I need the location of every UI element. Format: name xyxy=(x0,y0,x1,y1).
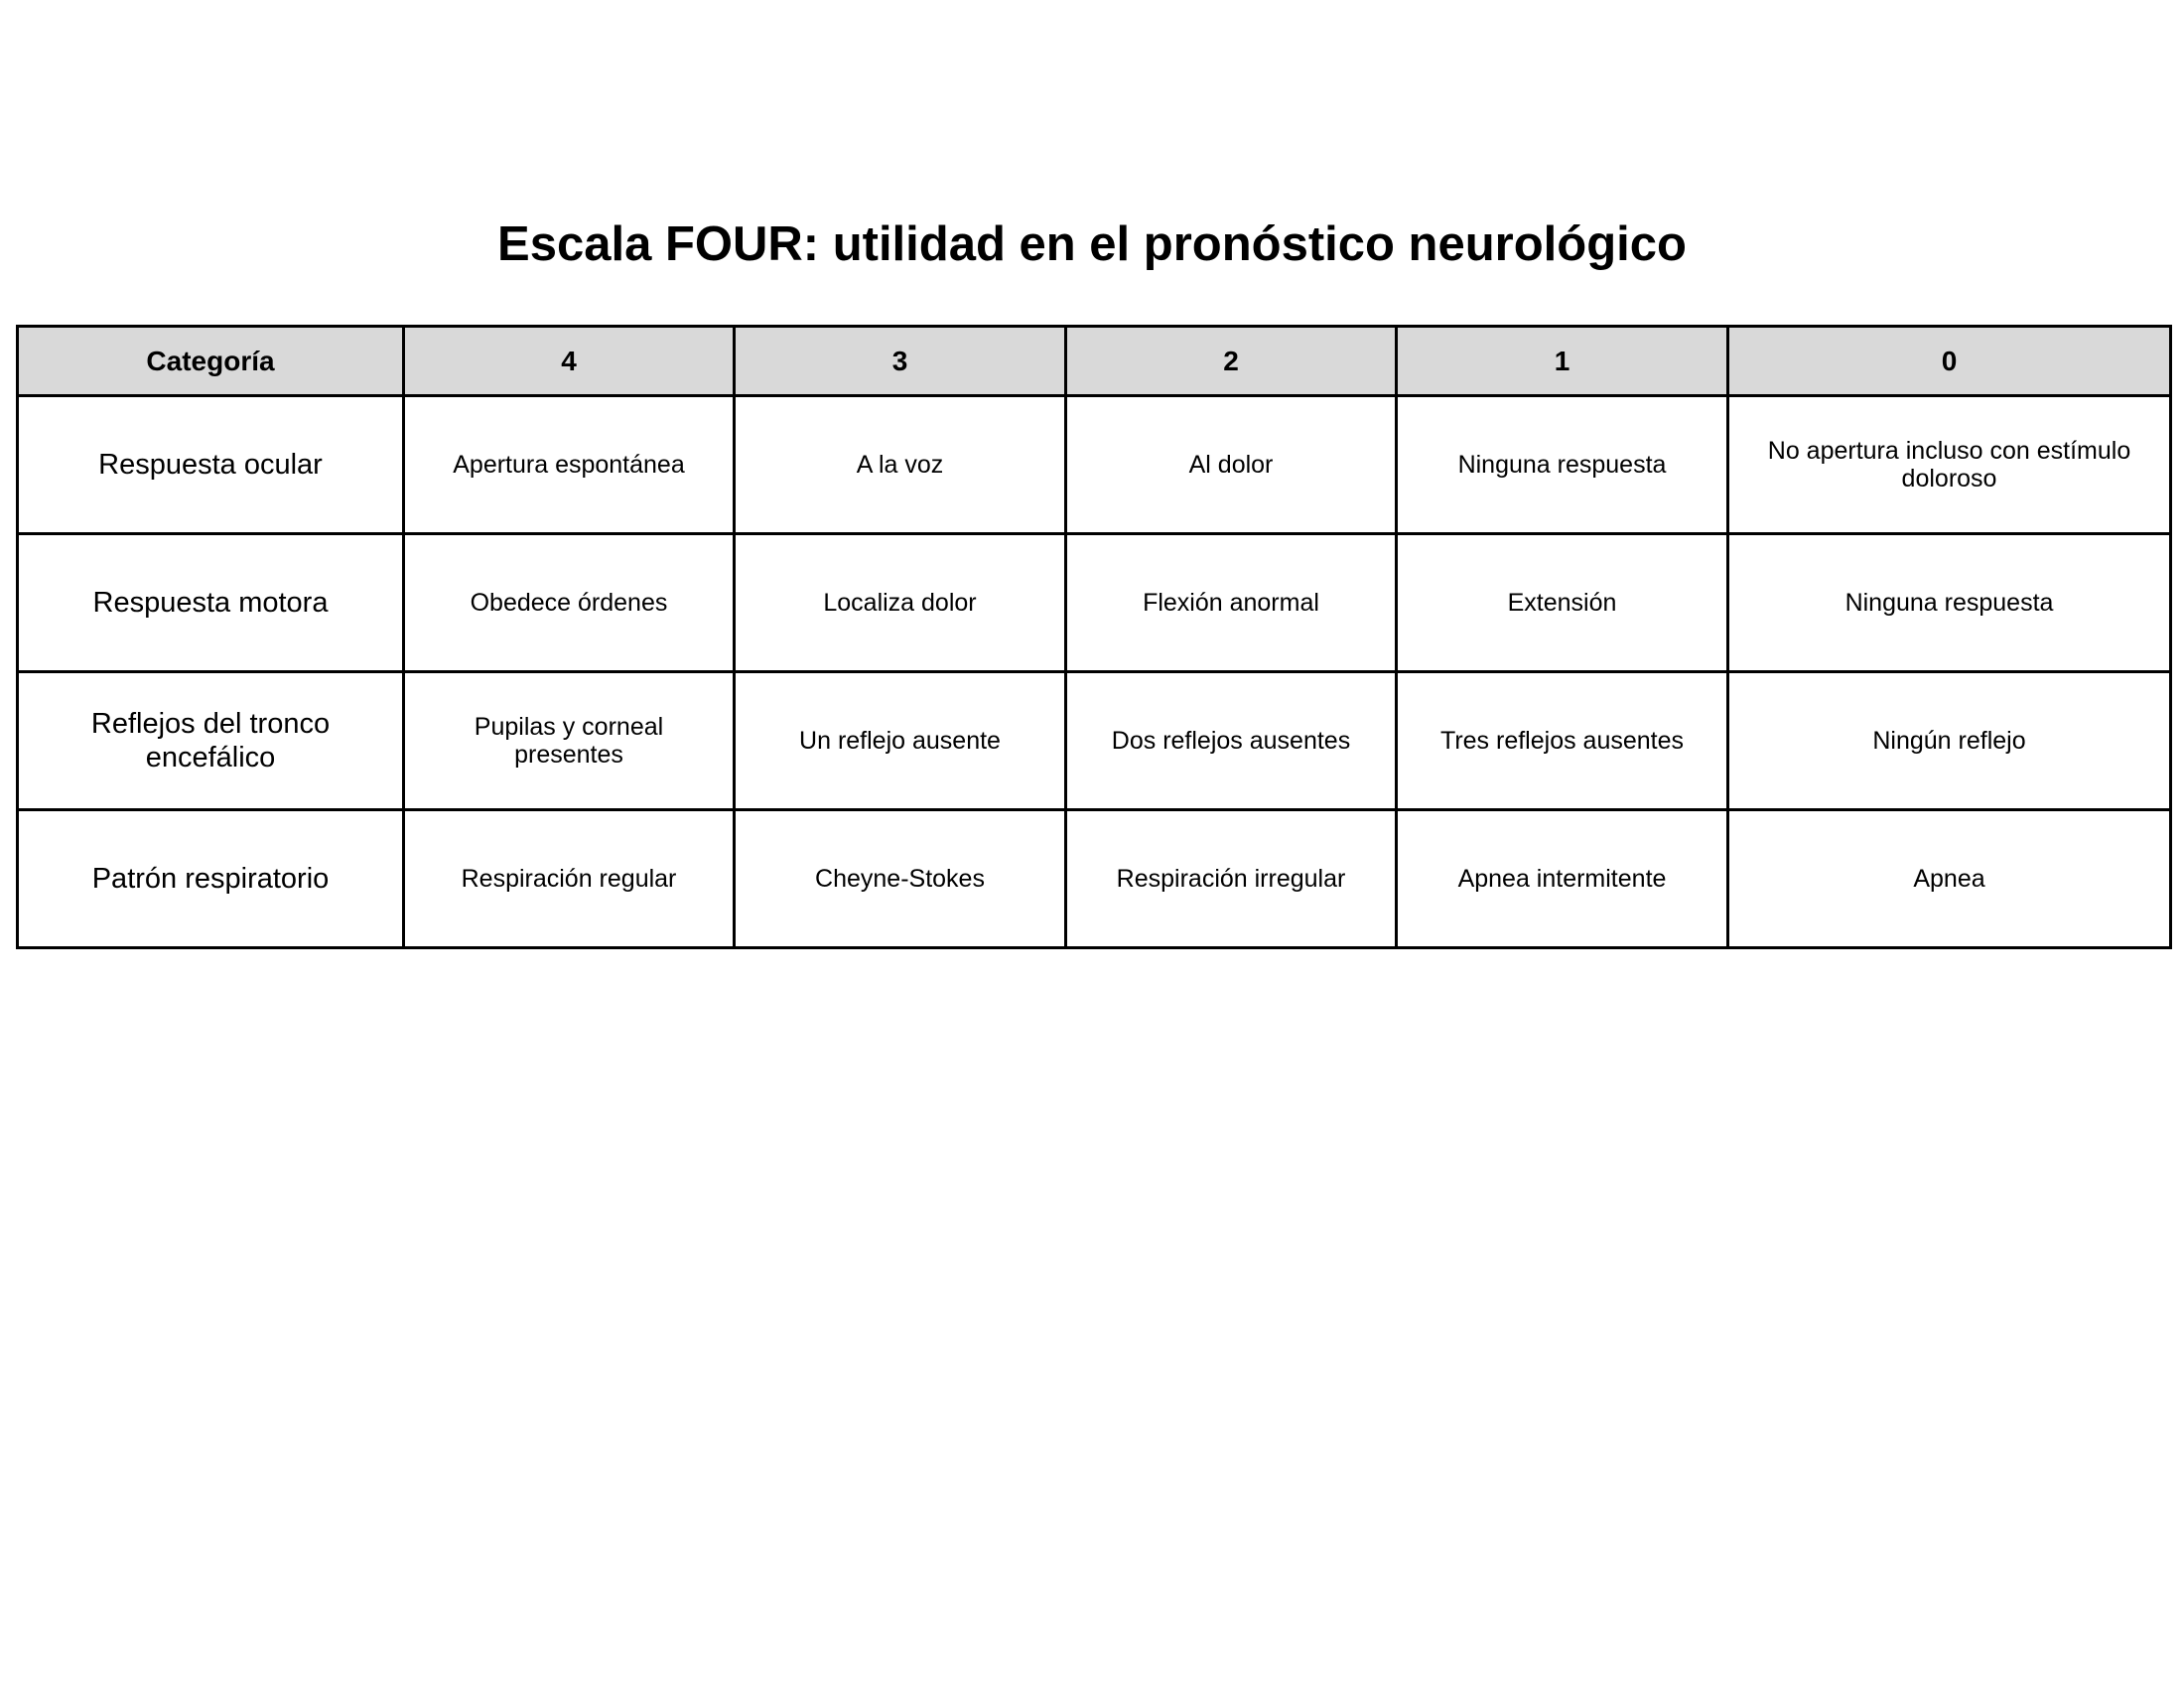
table-row xyxy=(18,810,2171,948)
table-cell: Apnea intermitente xyxy=(1397,810,1728,948)
header-score-4: 4 xyxy=(404,327,735,396)
page-title: Escala FOUR: utilidad en el pronóstico neurológico xyxy=(497,217,1687,271)
table-header-row xyxy=(18,327,2171,396)
header-score-1: 1 xyxy=(1397,327,1728,396)
table-cell: Flexión anormal xyxy=(1066,534,1397,672)
table-cell: Ninguna respuesta xyxy=(1397,396,1728,534)
header-category: Categoría xyxy=(18,327,404,396)
table-cell: Tres reflejos ausentes xyxy=(1397,672,1728,810)
table-cell: Pupilas y corneal presentes xyxy=(404,672,735,810)
category-cell: Patrón respiratorio xyxy=(18,810,404,948)
table-cell: Al dolor xyxy=(1066,396,1397,534)
table-row xyxy=(18,396,2171,534)
header-score-3: 3 xyxy=(735,327,1066,396)
table-cell: Dos reflejos ausentes xyxy=(1066,672,1397,810)
table-cell: Un reflejo ausente xyxy=(735,672,1066,810)
category-cell: Respuesta ocular xyxy=(18,396,404,534)
table-cell: No apertura incluso con estímulo doloroso xyxy=(1728,396,2171,534)
four-scale-table xyxy=(16,325,2172,949)
table-cell: A la voz xyxy=(735,396,1066,534)
table-cell: Apertura espontánea xyxy=(404,396,735,534)
table-cell: Respiración regular xyxy=(404,810,735,948)
table-cell: Cheyne-Stokes xyxy=(735,810,1066,948)
table-cell: Localiza dolor xyxy=(735,534,1066,672)
table-row xyxy=(18,672,2171,810)
table-row xyxy=(18,534,2171,672)
table-cell: Obedece órdenes xyxy=(404,534,735,672)
table-cell: Apnea xyxy=(1728,810,2171,948)
header-score-2: 2 xyxy=(1066,327,1397,396)
header-score-0: 0 xyxy=(1728,327,2171,396)
table-cell: Ningún reflejo xyxy=(1728,672,2171,810)
table-cell: Extensión xyxy=(1397,534,1728,672)
table-cell: Ninguna respuesta xyxy=(1728,534,2171,672)
category-cell: Respuesta motora xyxy=(18,534,404,672)
table-cell: Respiración irregular xyxy=(1066,810,1397,948)
category-cell: Reflejos del tronco encefálico xyxy=(18,672,404,810)
